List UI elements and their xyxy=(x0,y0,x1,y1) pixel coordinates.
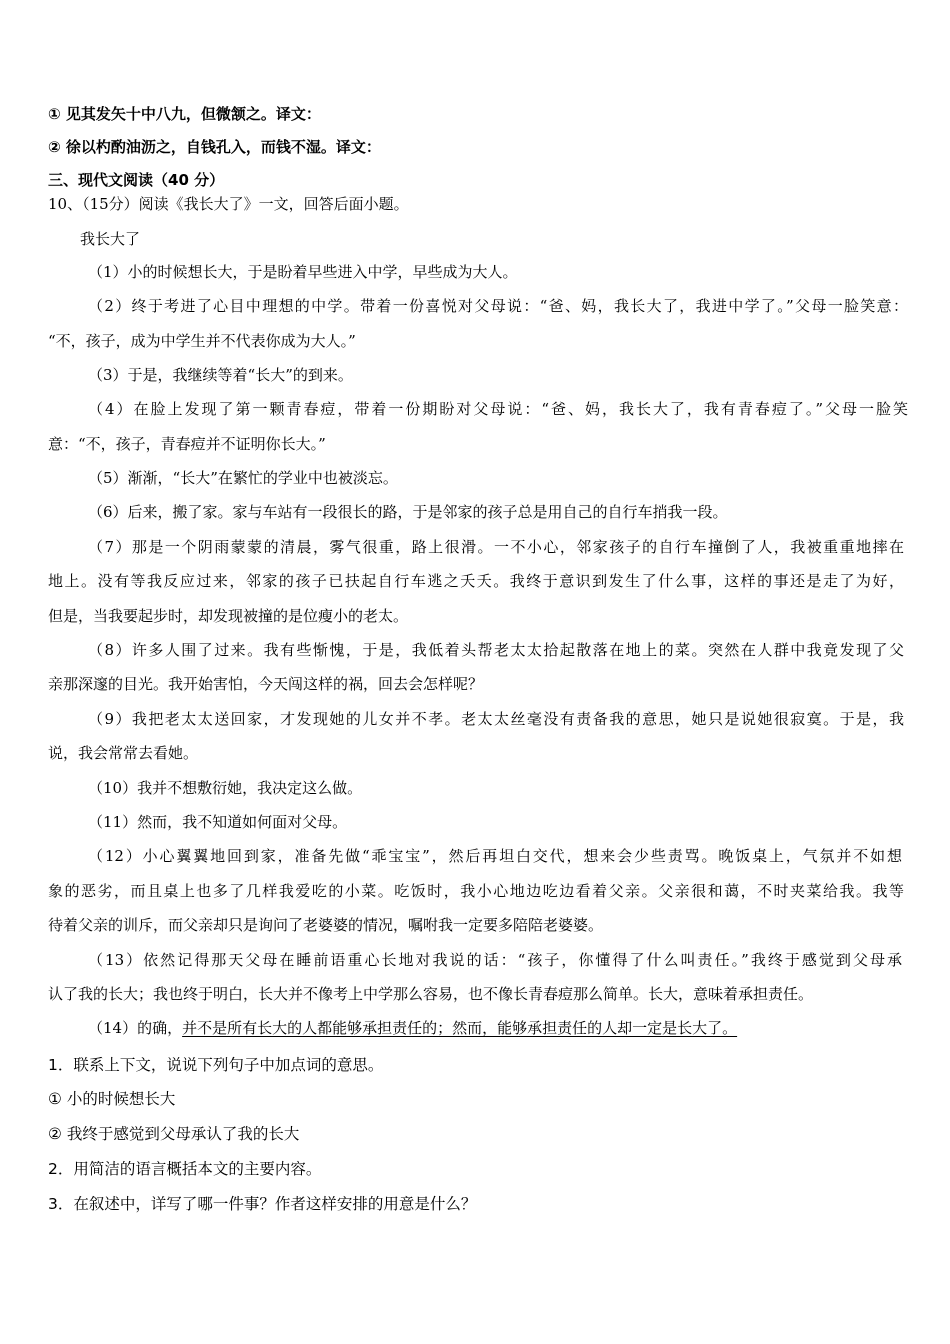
question-3: 3．在叙述中，详写了哪一件事？作者这样安排的用意是什么？ xyxy=(48,1195,477,1213)
translation-item-2: ② 徐以杓酌油沥之，自钱孔入，而钱不湿。译文： xyxy=(48,138,381,156)
question-2: 2．用简洁的语言概括本文的主要内容。 xyxy=(48,1160,322,1178)
paragraph-14 xyxy=(88,1018,948,1038)
passage-title: 我长大了 xyxy=(80,230,141,248)
paragraph-3: （3）于是，我继续等着“长大”的到来。 xyxy=(88,366,353,384)
paragraph-8-line-1: （8）许多人围了过来。我有些惭愧，于是，我低着头帮老太太拾起散落在地上的菜。突然在人群中我竟发现了父 xyxy=(88,641,904,659)
question-1-item-b: ② 我终于感觉到父母承认了我的长大 xyxy=(48,1125,300,1143)
paragraph-6: （6）后来，搬了家。家与车站有一段很长的路，于是邻家的孩子总是用自己的自行车捎我一段。 xyxy=(88,503,728,521)
section-heading: 三、现代文阅读（40 分） xyxy=(48,171,225,189)
paragraph-13-line-2: 认了我的长大；我也终于明白，长大并不像考上中学那么容易，也不像长青春痘那么简单。长大，意味着承担责任。 xyxy=(48,985,814,1003)
paragraph-5: （5）渐渐，“长大”在繁忙的学业中也被淡忘。 xyxy=(88,469,398,487)
paragraph-4-line-1: （4）在脸上发现了第一颗青春痘，带着一份期盼对父母说：“爸、妈，我长大了，我有青春痘了。”父母一脸笑 xyxy=(88,400,908,418)
question-1-item-a: ① 小的时候想长大 xyxy=(48,1090,176,1108)
paragraph-12-line-2: 象的恶劣，而且桌上也多了几样我爱吃的小菜。吃饭时，我小心地边吃边看着父亲。父亲很和蔼，不时夹菜给我。我等 xyxy=(48,882,904,900)
paragraph-7-line-1: （7）那是一个阴雨蒙蒙的清晨，雾气很重，路上很滑。一不小心，邻家孩子的自行车撞倒了人，我被重重地摔在 xyxy=(88,538,904,556)
paragraph-1: （1）小的时候想长大，于是盼着早些进入中学，早些成为大人。 xyxy=(88,263,518,281)
paragraph-13-line-1: （13）依然记得那天父母在睡前语重心长地对我说的话：“孩子，你懂得了什么叫责任。”我终于感觉到父母承 xyxy=(88,951,902,969)
paragraph-4-line-2: 意：“不，孩子，青春痘并不证明你长大。” xyxy=(48,435,326,453)
question-1: 1．联系上下文，说说下列句子中加点词的意思。 xyxy=(48,1056,384,1074)
paragraph-2-line-1: （2）终于考进了心目中理想的中学。带着一份喜悦对父母说：“爸、妈，我长大了，我进中学了。”父母一脸笑意： xyxy=(88,297,908,315)
paragraph-7-line-3: 但是，当我要起步时，却发现被撞的是位瘦小的老太。 xyxy=(48,607,409,625)
paragraph-2-line-2: “不，孩子，成为中学生并不代表你成为大人。” xyxy=(48,332,356,350)
paragraph-10: （10）我并不想敷衍她，我决定这么做。 xyxy=(88,779,363,797)
question-10-intro: 10、（15分）阅读《我长大了》一文，回答后面小题。 xyxy=(48,195,409,213)
paragraph-12-line-1: （12）小心翼翼地回到家，准备先做“乖宝宝”，然后再坦白交代，想来会少些责骂。晚饭桌上，气氛并不如想 xyxy=(88,847,902,865)
translation-item-1: ① 见其发矢十中八九，但微颔之。译文： xyxy=(48,105,321,123)
paragraph-12-line-3: 待着父亲的训斥，而父亲却只是询问了老婆婆的情况，嘱咐我一定要多陪陪老婆婆。 xyxy=(48,916,604,934)
paragraph-14-lead: （14）的确， xyxy=(88,1019,183,1037)
paragraph-8-line-2: 亲那深邃的目光。我开始害怕，今天闯这样的祸，回去会怎样呢？ xyxy=(48,675,484,693)
paragraph-9-line-1: （9）我把老太太送回家，才发现她的儿女并不孝。老太太丝毫没有责备我的意思，她只是说她很寂寞。于是，我 xyxy=(88,710,904,728)
underlined-sentence: 并不是所有长大的人都能够承担责任的；然而，能够承担责任的人却一定是长大了。 xyxy=(182,1019,738,1037)
paragraph-7-line-2: 地上。没有等我反应过来，邻家的孩子已扶起自行车逃之夭夭。我终于意识到发生了什么事，这样的事还是走了为好， xyxy=(48,572,904,590)
paragraph-11: （11）然而，我不知道如何面对父母。 xyxy=(88,813,348,831)
paragraph-9-line-2: 说，我会常常去看她。 xyxy=(48,744,199,762)
